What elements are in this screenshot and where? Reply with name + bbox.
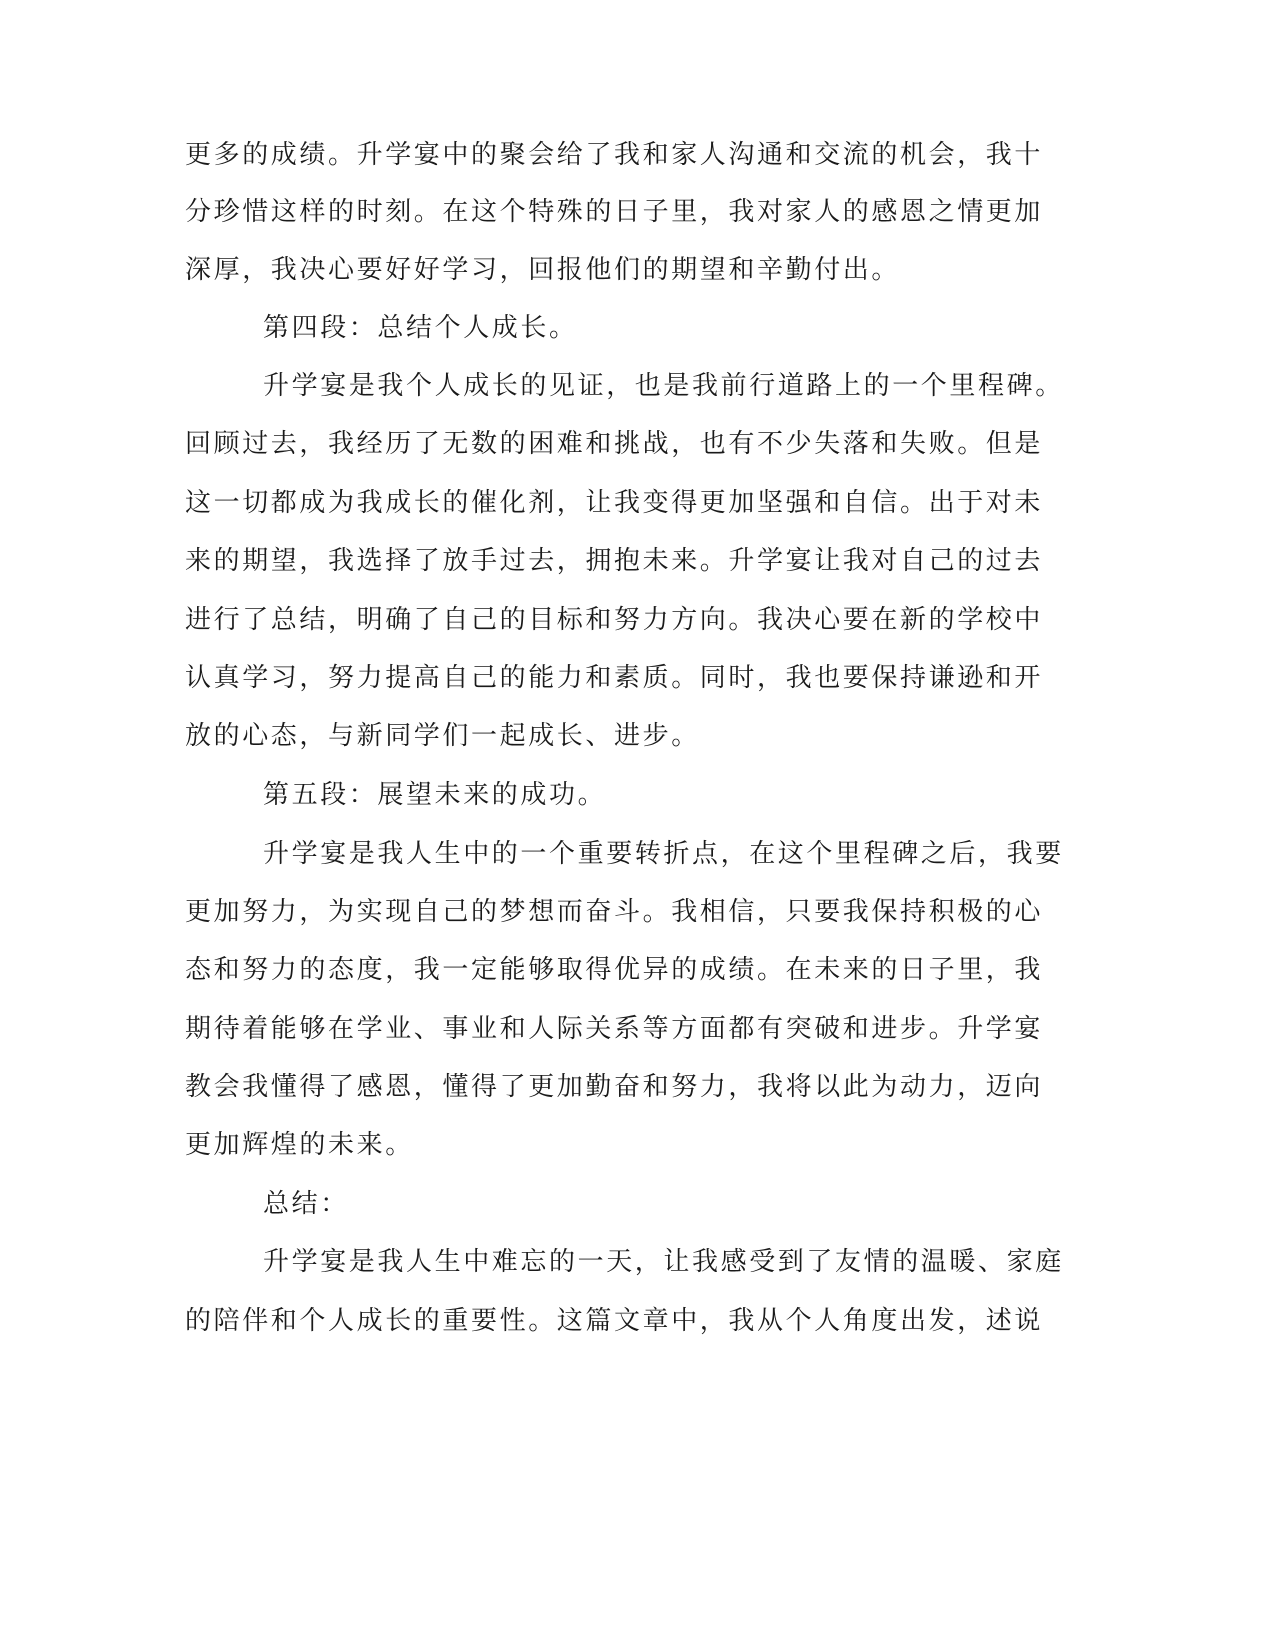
text-line: 这一切都成为我成长的催化剂，让我变得更加坚强和自信。出于对未 xyxy=(185,488,1044,518)
text-line: 升学宴是我人生中难忘的一天，让我感受到了友情的温暖、家庭 xyxy=(263,1247,1064,1277)
text-line: 回顾过去，我经历了无数的困难和挑战，也有不少失落和失败。但是 xyxy=(185,429,1044,459)
text-line: 更多的成绩。升学宴中的聚会给了我和家人沟通和交流的机会，我十 xyxy=(185,140,1044,170)
text-line: 升学宴是我个人成长的见证，也是我前行道路上的一个里程碑。 xyxy=(263,371,1064,401)
text-line: 进行了总结，明确了自己的目标和努力方向。我决心要在新的学校中 xyxy=(185,605,1044,635)
text-line: 态和努力的态度，我一定能够取得优异的成绩。在未来的日子里，我 xyxy=(185,955,1044,985)
section-heading: 总结： xyxy=(263,1189,349,1219)
text-line: 来的期望，我选择了放手过去，拥抱未来。升学宴让我对自己的过去 xyxy=(185,546,1044,576)
text-line: 升学宴是我人生中的一个重要转折点，在这个里程碑之后，我要 xyxy=(263,839,1064,869)
text-line: 深厚，我决心要好好学习，回报他们的期望和辛勤付出。 xyxy=(185,255,901,285)
section-heading: 第四段：总结个人成长。 xyxy=(263,313,578,343)
text-line: 期待着能够在学业、事业和人际关系等方面都有突破和进步。升学宴 xyxy=(185,1014,1044,1044)
text-line: 放的心态，与新同学们一起成长、进步。 xyxy=(185,721,700,751)
text-line: 教会我懂得了感恩，懂得了更加勤奋和努力，我将以此为动力，迈向 xyxy=(185,1072,1044,1102)
text-line: 更加辉煌的未来。 xyxy=(185,1130,414,1160)
text-line: 认真学习，努力提高自己的能力和素质。同时，我也要保持谦逊和开 xyxy=(185,663,1044,693)
section-heading: 第五段：展望未来的成功。 xyxy=(263,780,607,810)
text-line: 更加努力，为实现自己的梦想而奋斗。我相信，只要我保持积极的心 xyxy=(185,897,1044,927)
text-line: 分珍惜这样的时刻。在这个特殊的日子里，我对家人的感恩之情更加 xyxy=(185,197,1044,227)
text-line: 的陪伴和个人成长的重要性。这篇文章中，我从个人角度出发，述说 xyxy=(185,1306,1044,1336)
